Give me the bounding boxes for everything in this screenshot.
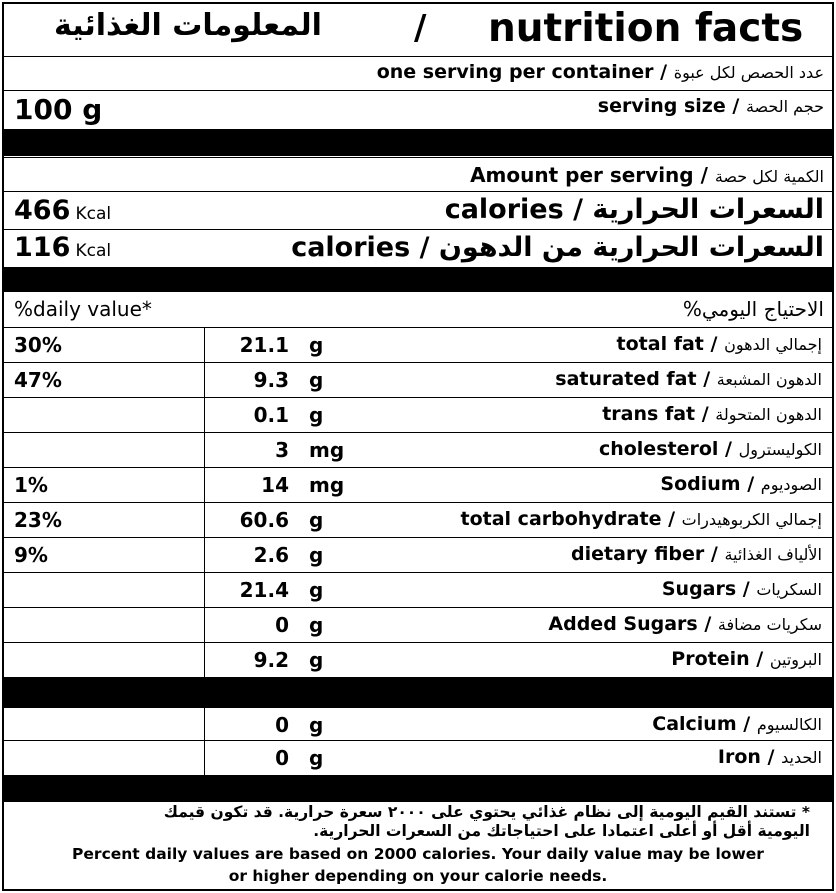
column-divider (204, 433, 205, 467)
serving-size-label-en: serving size (597, 95, 726, 117)
calories-amount (14, 195, 111, 226)
nutrient-daily-value: 47% (14, 368, 62, 392)
mineral-row (4, 741, 832, 775)
footnote-en-line1: Percent daily values are based on 2000 calories. Your daily value may be lower (72, 845, 764, 863)
nutrient-row (4, 398, 832, 433)
nutrient-name: saturated fat / الدهون المشبعة (555, 368, 822, 390)
nutrient-name-ar: سكريات مضافة (717, 615, 822, 634)
calories-label-en: calories (444, 194, 564, 225)
mineral-amount: 0 (275, 713, 289, 737)
nutrition-label (2, 2, 834, 891)
calories-value: 466 (14, 195, 71, 226)
mineral-name-ar: الكالسيوم (756, 715, 822, 734)
nutrient-amount: 14 (261, 473, 289, 497)
calories-row (4, 192, 832, 230)
mineral-name-en: Calcium (652, 713, 737, 735)
fat-calories-label: calories / السعرات الحرارية من الدهون (291, 232, 824, 263)
nutrient-unit: mg (309, 438, 345, 462)
nutrient-amount: 9.2 (253, 648, 289, 672)
column-divider (204, 468, 205, 502)
mineral-amount: 0 (275, 746, 289, 770)
footnote-en-line2: or higher depending on your calorie needs. (228, 867, 608, 885)
nutrient-name-en: total carbohydrate (460, 508, 662, 530)
nutrient-name-en: Protein (671, 648, 750, 670)
nutrient-name-ar: الصوديوم (760, 475, 822, 494)
fat-calories-value: 116 (14, 232, 71, 263)
nutrient-name-ar: الدهون المتحولة (715, 405, 822, 424)
nutrient-amount: 2.6 (253, 543, 289, 567)
nutrient-name-ar: إجمالي الكربوهيدرات (681, 510, 822, 529)
nutrient-name-en: Added Sugars (548, 613, 698, 635)
title-arabic: المعلومات الغذائية (54, 8, 322, 43)
fat-calories-label-ar: السعرات الحرارية من الدهون (438, 232, 824, 263)
nutrient-name-ar: البروتين (769, 650, 822, 669)
column-divider (204, 503, 205, 537)
nutrient-name: trans fat / الدهون المتحولة (602, 403, 822, 425)
nutrient-unit: g (309, 648, 324, 672)
column-divider (204, 573, 205, 607)
nutrient-amount: 0 (275, 613, 289, 637)
calories-unit: Kcal (75, 204, 112, 224)
nutrient-daily-value: 9% (14, 543, 48, 567)
column-divider (204, 643, 205, 677)
nutrient-name: dietary fiber / الألياف الغذائية (571, 543, 822, 565)
serving-size-value: 100 g (14, 93, 103, 126)
fat-calories-amount (14, 232, 111, 263)
mineral-name: Calcium / الكالسيوم (652, 713, 822, 735)
nutrient-unit: g (309, 543, 324, 567)
title-english: nutrition facts (488, 6, 804, 51)
column-divider (204, 363, 205, 397)
nutrient-amount: 0.1 (253, 403, 289, 427)
nutrient-unit: g (309, 403, 324, 427)
nutrient-row (4, 503, 832, 538)
nutrient-row (4, 538, 832, 573)
nutrient-name-ar: الألياف الغذائية (724, 545, 822, 564)
mineral-name: Iron / الحديد (717, 746, 822, 768)
nutrient-name-ar: السكريات (756, 580, 822, 599)
nutrient-unit: g (309, 368, 324, 392)
nutrient-amount: 3 (275, 438, 289, 462)
calories-label: calories / السعرات الحرارية (444, 194, 824, 225)
calories-from-fat-row (4, 230, 832, 267)
nutrient-row (4, 363, 832, 398)
thick-divider-4 (4, 775, 832, 802)
amount-per-serving: Amount per serving / الكمية لكل حصة (470, 163, 824, 187)
nutrient-unit: g (309, 613, 324, 637)
fat-calories-unit: Kcal (75, 241, 112, 261)
nutrient-unit: g (309, 578, 324, 602)
footnote-ar-line1: * تستند القيم اليومية إلى نظام غذائي يحتوي على ٢٠٠٠ سعرة حرارية. قد تكون قيمك (163, 803, 810, 821)
mineral-unit: g (309, 746, 324, 770)
nutrient-row (4, 608, 832, 643)
thick-divider-3 (4, 678, 832, 708)
nutrient-name-en: dietary fiber (571, 543, 705, 565)
mineral-name-ar: الحديد (781, 748, 822, 767)
nutrient-row (4, 643, 832, 678)
label-header (4, 4, 832, 57)
nutrient-daily-value: 23% (14, 508, 62, 532)
nutrient-unit: g (309, 333, 324, 357)
nutrient-name: total fat / إجمالي الدهون (616, 333, 822, 355)
column-divider (204, 741, 205, 775)
serving-size-label: serving size / حجم الحصة (597, 95, 824, 117)
amount-per-serving-row (4, 157, 832, 192)
mineral-unit: g (309, 713, 324, 737)
daily-value-label-ar: %الاحتياج اليومي (682, 297, 824, 321)
nutrient-name-ar: الدهون المشبعة (716, 370, 822, 389)
nutrient-name-en: Sugars (661, 578, 737, 600)
fat-calories-label-en: calories (291, 232, 411, 263)
nutrient-name-en: total fat (616, 333, 704, 355)
nutrient-amount: 9.3 (253, 368, 289, 392)
nutrient-name: Sodium / الصوديوم (660, 473, 822, 495)
servings-per-container-row (4, 57, 832, 91)
daily-value-header-row (4, 292, 832, 328)
column-divider (204, 538, 205, 572)
nutrient-name-en: cholesterol (598, 438, 719, 460)
footnote (4, 803, 832, 887)
servings-per-container: one serving per container / عدد الحصص لكل عبوة (376, 61, 824, 83)
nutrient-row (4, 433, 832, 468)
nutrient-name: total carbohydrate / إجمالي الكربوهيدرات (460, 508, 822, 530)
nutrient-name: cholesterol / الكوليسترول (598, 438, 822, 460)
nutrient-row (4, 573, 832, 608)
nutrient-row (4, 328, 832, 363)
nutrient-row (4, 468, 832, 503)
servings-label-ar: عدد الحصص لكل عبوة (673, 63, 824, 82)
servings-label-en: one serving per container (376, 61, 654, 83)
column-divider (204, 608, 205, 642)
nutrient-name-en: trans fat (602, 403, 696, 425)
thick-divider-2 (4, 267, 832, 292)
nutrient-name-ar: الكوليسترول (738, 440, 822, 459)
amount-label-ar: الكمية لكل حصة (714, 167, 824, 186)
nutrient-unit: mg (309, 473, 345, 497)
nutrient-name: Sugars / السكريات (661, 578, 822, 600)
nutrient-amount: 21.4 (239, 578, 289, 602)
daily-value-label-en: %daily value* (14, 297, 152, 321)
nutrient-amount: 21.1 (239, 333, 289, 357)
nutrient-name: Added Sugars / سكريات مضافة (548, 613, 822, 635)
nutrient-name-ar: إجمالي الدهون (724, 335, 822, 354)
column-divider (204, 398, 205, 432)
column-divider (204, 708, 205, 740)
thick-divider-1 (4, 129, 832, 156)
footnote-ar-line2: اليومية أقل أو أعلى اعتمادا على احتياجاتك من السعرات الحرارية. (313, 822, 810, 840)
amount-label-en: Amount per serving (470, 163, 694, 187)
calories-label-ar: السعرات الحرارية (592, 194, 824, 225)
column-divider (204, 328, 205, 362)
title-separator: / (414, 8, 427, 48)
nutrient-unit: g (309, 508, 324, 532)
nutrient-name-en: saturated fat (555, 368, 697, 390)
nutrient-name: Protein / البروتين (671, 648, 822, 670)
serving-size-row (4, 91, 832, 129)
mineral-row (4, 708, 832, 741)
nutrient-daily-value: 1% (14, 473, 48, 497)
serving-size-label-ar: حجم الحصة (745, 97, 824, 116)
nutrient-daily-value: 30% (14, 333, 62, 357)
mineral-name-en: Iron (717, 746, 761, 768)
nutrient-amount: 60.6 (239, 508, 289, 532)
nutrient-name-en: Sodium (660, 473, 741, 495)
